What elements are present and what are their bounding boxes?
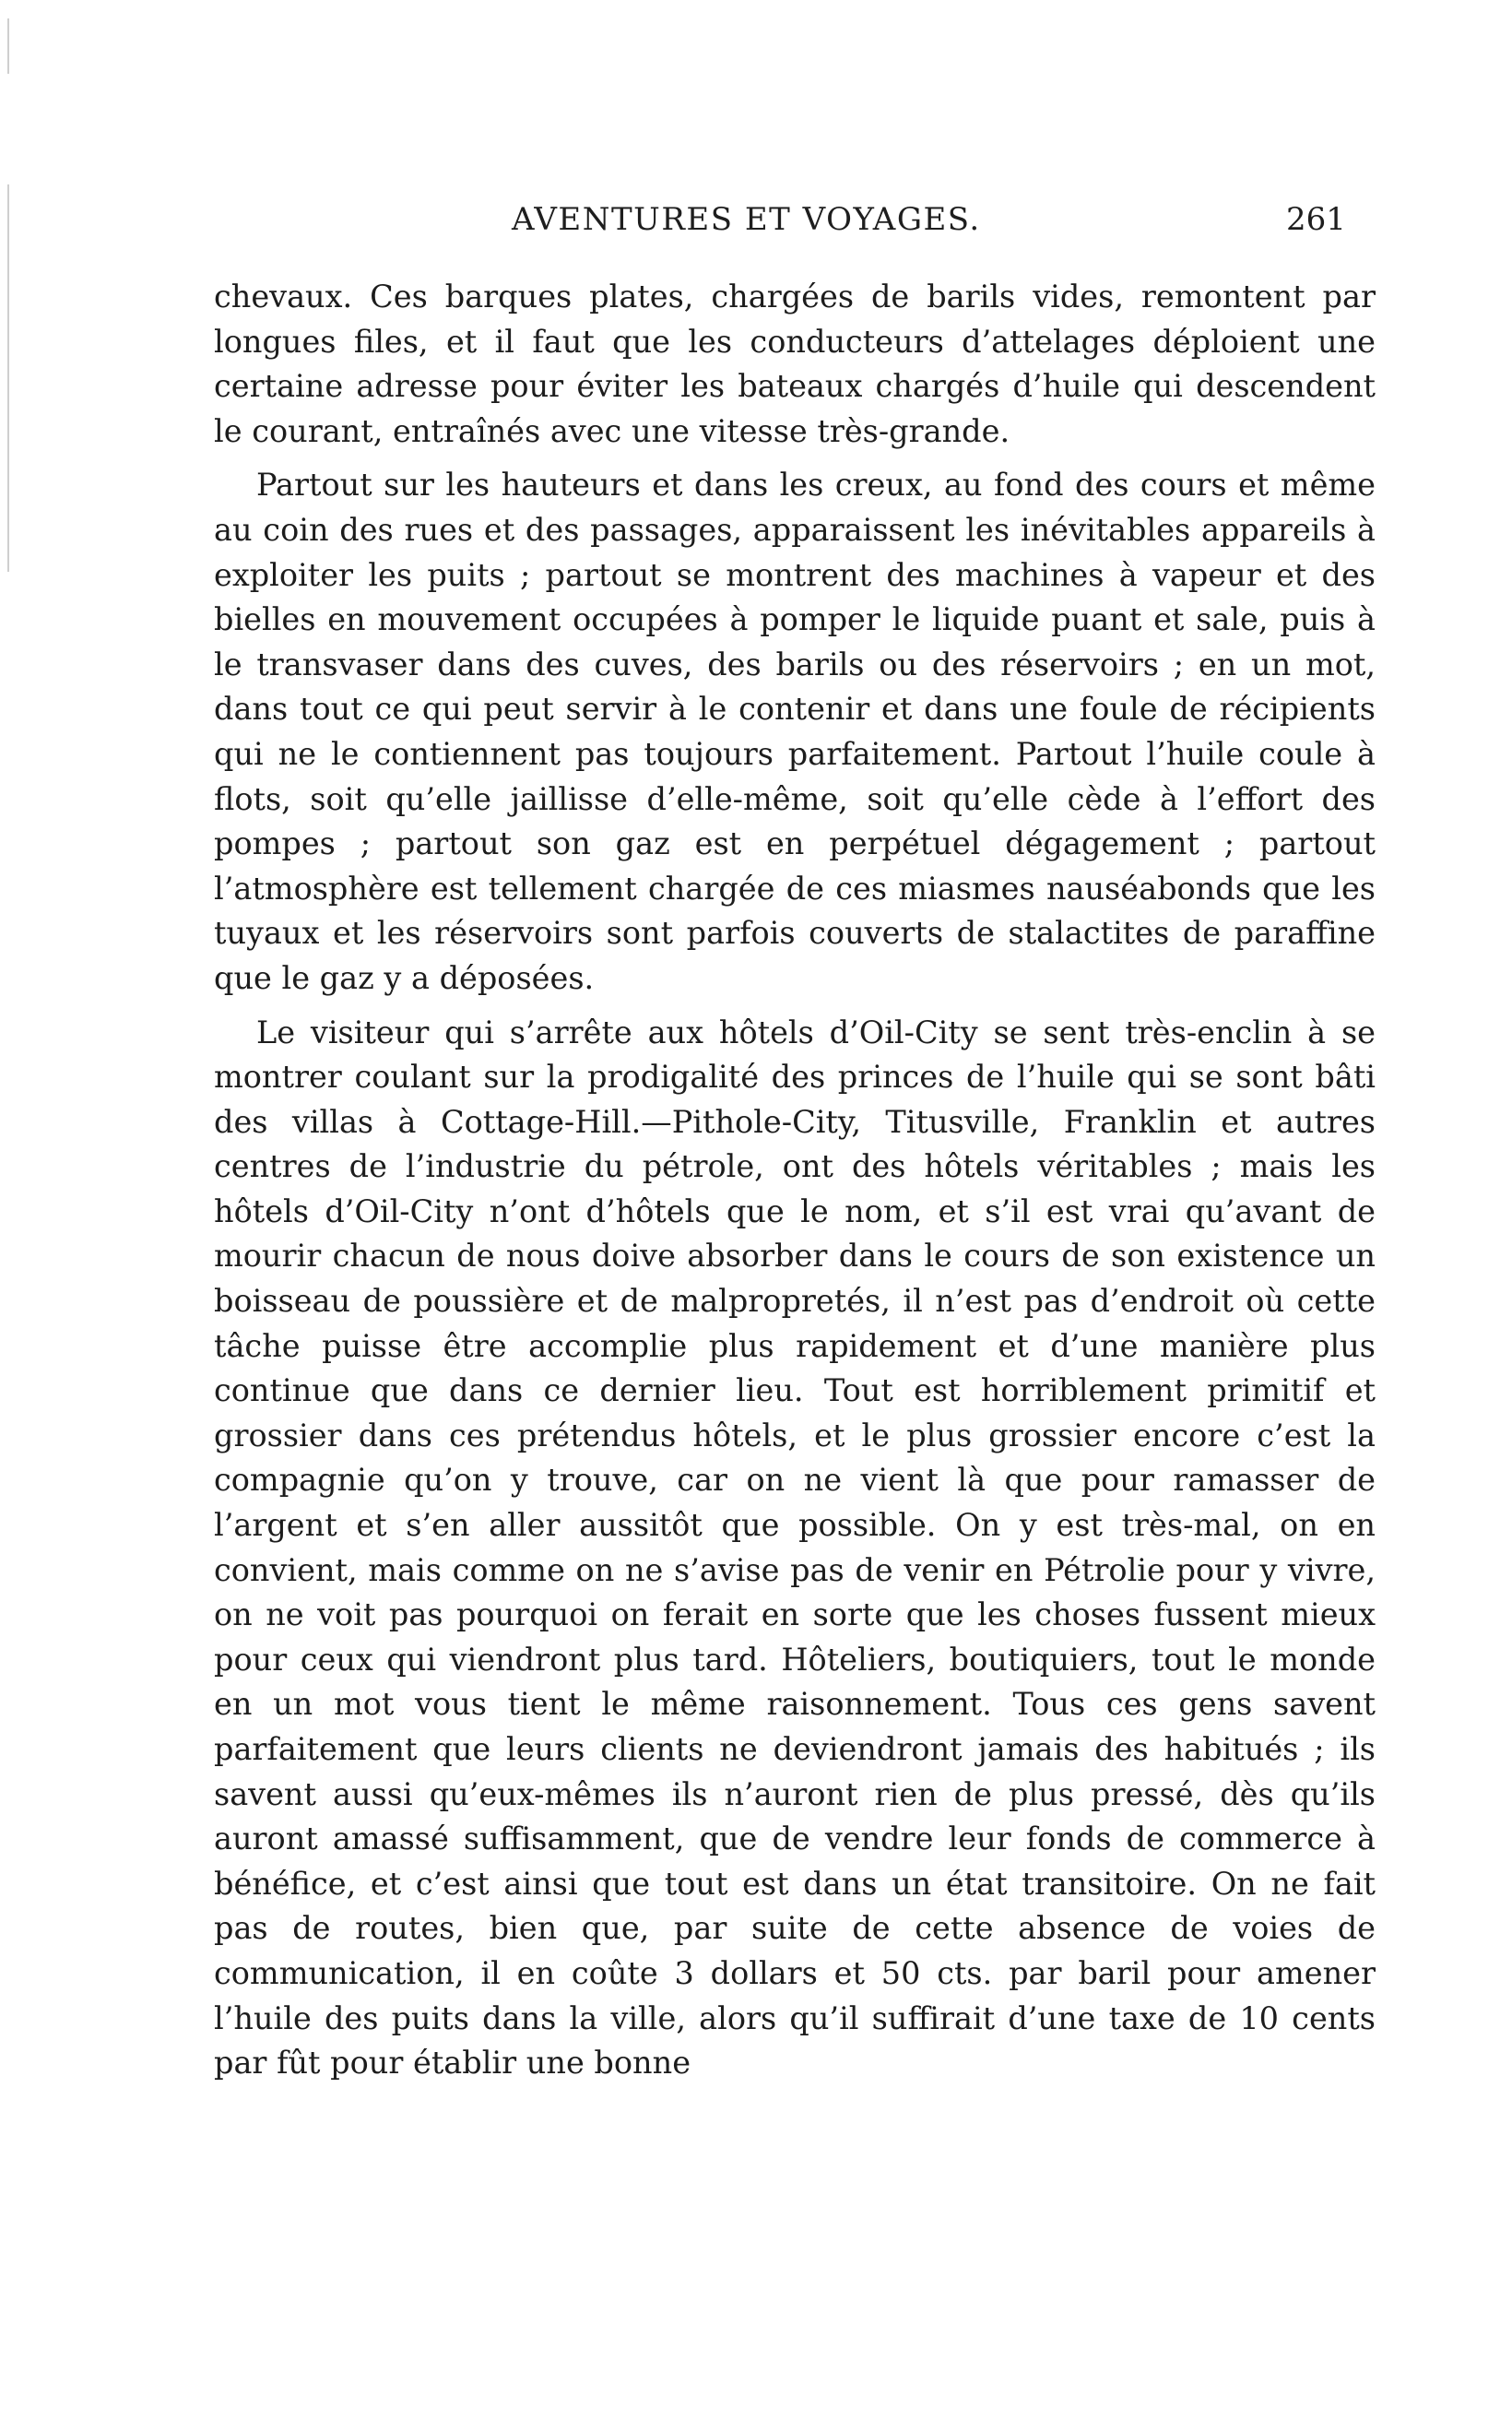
- body-text: [214, 275, 1376, 2086]
- paragraph: chevaux. Ces barques plates, chargées de barils vides, remontent par longues files, et il faut que les conducteurs d’attelages déploient une certaine adresse pour éviter les bateaux chargés d’huile qui descendent le courant, entraînés avec une vitesse très-grande.: [214, 279, 1376, 449]
- scan-gutter-mark: [7, 18, 9, 74]
- paragraph: Partout sur les hauteurs et dans les creux, au fond des cours et même au coin des rues et des passages, apparaissent les inévitables appareils à exploiter les puits ; partout se montrent des machines à vapeur et des bielles en mouvement occupées à pomper le liquide puant et sale, puis à le transvaser dans des cuves, des barils ou des réservoirs ; en un mot, dans tout ce qui peut servir à le contenir et dans une foule de récipients qui ne le contiennent pas toujours parfaitement. Partout l’huile coule à flots, soit qu’elle jaillisse d’elle-même, soit qu’elle cède à l’effort des pompes ; partout son gaz est en perpétuel dégagement ; partout l’atmosphère est tellement chargée de ces miasmes nauséabonds que les tuyaux et les réservoirs sont parfois couverts de stalactites de paraffine que le gaz y a déposées.: [214, 467, 1376, 996]
- scan-gutter-mark: [7, 184, 9, 572]
- page-number: 261: [1286, 201, 1346, 238]
- running-title: AVENTURES ET VOYAGES.: [512, 201, 981, 238]
- paragraph: Le visiteur qui s’arrête aux hôtels d’Oil-City se sent très-enclin à se montrer coulant sur la prodigalité des princes de l’huile qui se sont bâti des villas à Cottage-Hill.—Pithole-City, Titusville, Franklin et autres centres de l’industrie du pétrole, ont des hôtels véritables ; mais les hôtels d’Oil-City n’ont d’hôtels que le nom, et s’il est vrai qu’avant de mourir chacun de nous doive absorber dans le cours de son existence un boisseau de poussière et de malpropretés, il n’est pas d’endroit où cette tâche puisse être accomplie plus rapidement et d’une manière plus continue que dans ce dernier lieu. Tout est horriblement primitif et grossier dans ces prétendus hôtels, et le plus grossier encore c’est la compagnie qu’on y trouve, car on ne vient là que pour ramasser de l’argent et s’en aller aussitôt que possible. On y est très-mal, on en convient, mais comme on ne s’avise pas de venir en Pétrolie pour y vivre, on ne voit pas pourquoi on ferait en sorte que les choses fussent mieux pour ceux qui viendront plus tard. Hôteliers, boutiquiers, tout le monde en un mot vous tient le même raisonnement. Tous ces gens savent parfaitement que leurs clients ne deviendront jamais des habitués ; ils savent aussi qu’eux-mêmes ils n’auront rien de plus pressé, dès qu’ils auront amassé suffisamment, que de vendre leur fonds de commerce à bénéfice, et c’est ainsi que tout est dans un état transitoire. On ne fait pas de routes, bien que, par suite de cette absence de voies de communication, il en coûte 3 dollars et 50 cts. par baril pour amener l’huile des puits dans la ville, alors qu’il suffirait d’une taxe de 10 cents par fût pour établir une bonne: [214, 1014, 1376, 2082]
